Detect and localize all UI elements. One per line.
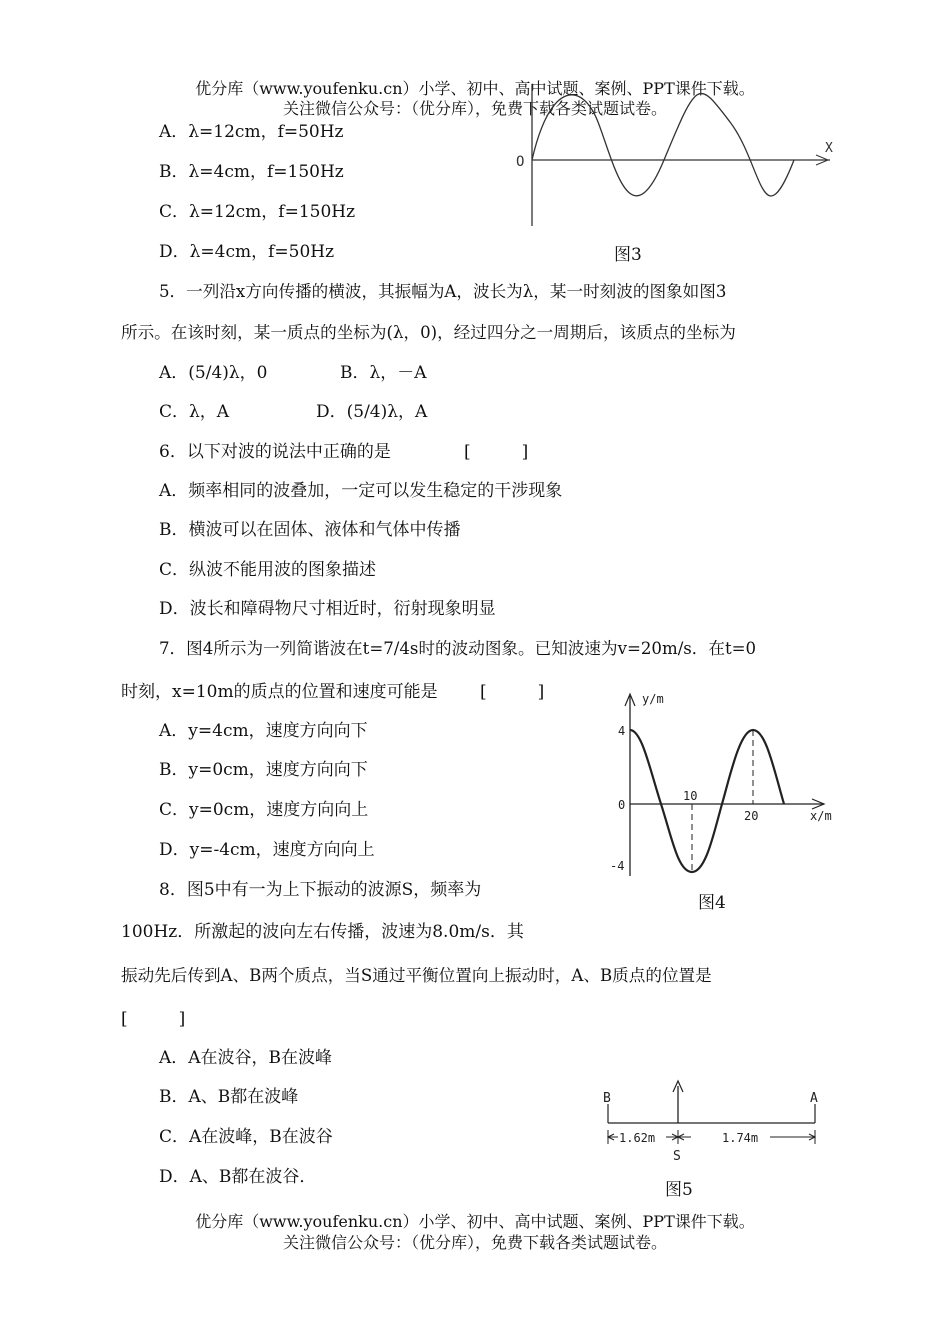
q8-option-c: C．A在波峰，B在波谷 [159,1127,333,1147]
q8-stem-line-2: 100Hz．所激起的波向左右传播，波速为8.0m/s．其 [121,922,524,942]
figure-3-wave [512,82,842,232]
q7-option-c: C．y=0cm，速度方向向上 [159,800,369,820]
fig4-y-tick-0: 0 [618,798,626,812]
figure-5-diagram [596,1078,836,1168]
fig4-wave-curve [630,730,784,872]
q8-option-b: B．A、B都在波峰 [159,1087,299,1107]
q6-stem: 6．以下对波的说法中正确的是 [159,442,391,462]
fig4-y-tick-4: 4 [618,724,626,738]
footer-line-1: 优分库（www.youfenku.cn）小学、初中、高中试题、案例、PPT课件下载。 [195,1212,755,1231]
q8-answer-bracket: [ ] [121,1009,186,1029]
fig5-label-s: S [673,1149,681,1164]
fig3-x-label: X [825,141,833,156]
q5-stem-line-2: 所示。在该时刻，某一质点的坐标为(λ，0)，经过四分之一周期后，该质点的坐标为 [121,323,736,342]
header-line-2: 关注微信公众号：（优分库），免费下载各类试题试卷。 [282,99,667,118]
fig4-x-tick-20: 20 [744,809,759,823]
q8-option-d: D．A、B都在波谷． [159,1167,317,1187]
fig5-dist-left: 1.62m [619,1131,656,1145]
fig5-dist-right: 1.74m [722,1131,759,1145]
figure-4-wave [598,690,848,890]
q5-option-c: C．λ，A [159,402,230,422]
fig4-x-tick-10: 10 [683,789,698,803]
q6-option-a: A．频率相同的波叠加，一定可以发生稳定的干涉现象 [159,481,563,501]
fig4-x-axis-label: x/m [810,809,832,823]
q7-option-d: D．y=-4cm，速度方向向上 [159,840,375,860]
q8-stem-line-3: 振动先后传到A、B两个质点，当S通过平衡位置向上振动时，A、B质点的位置是 [121,966,712,985]
fig3-origin-label: O [516,154,525,170]
fig4-caption: 图4 [698,893,726,913]
header-line-1: 优分库（www.youfenku.cn）小学、初中、高中试题、案例、PPT课件下载。 [195,79,755,98]
q7-answer-bracket: [ ] [480,682,545,702]
q6-option-c: C．纵波不能用波的图象描述 [159,560,377,580]
fig5-caption: 图5 [665,1180,693,1200]
q5-option-d: D．(5/4)λ，A [316,402,428,422]
q4-option-d: D．λ=4cm，f=50Hz [159,242,335,262]
fig4-y-axis-label: y/m [642,692,664,706]
q7-option-b: B．y=0cm，速度方向向下 [159,760,368,780]
q5-option-a: A．(5/4)λ，0 [159,363,268,383]
q4-option-b: B．λ=4cm，f=150Hz [159,162,344,182]
q5-option-b: B．λ，－A [340,363,427,383]
q4-option-c: C．λ=12cm，f=150Hz [159,202,356,222]
q7-option-a: A．y=4cm，速度方向向下 [159,721,368,741]
fig5-label-a: A [810,1091,818,1106]
q8-option-a: A．A在波谷，B在波峰 [159,1048,333,1068]
q7-stem-line-2: 时刻，x=10m的质点的位置和速度可能是 [121,682,438,702]
q4-option-a: A．λ=12cm，f=50Hz [159,122,344,142]
fig3-wave-curve [532,94,794,196]
q6-option-b: B．横波可以在固体、液体和气体中传播 [159,520,461,540]
fig5-label-b: B [603,1091,611,1106]
q6-option-d: D．波长和障碍物尺寸相近时，衍射现象明显 [159,599,496,619]
fig4-y-tick-neg4: -4 [610,859,625,873]
q5-stem-line-1: 5．一列沿x方向传播的横波，其振幅为A，波长为λ，某一时刻波的图象如图3 [159,282,727,301]
q7-stem-line-1: 7．图4所示为一列简谐波在t=7/4s时的波动图象。已知波速为v=20m/s．在t=0 [159,639,757,658]
q6-answer-bracket: [ ] [464,442,529,462]
q8-stem-line-1: 8．图5中有一为上下振动的波源S，频率为 [159,880,482,900]
fig3-caption: 图3 [614,245,642,265]
footer-line-2: 关注微信公众号：（优分库），免费下载各类试题试卷。 [282,1233,667,1252]
